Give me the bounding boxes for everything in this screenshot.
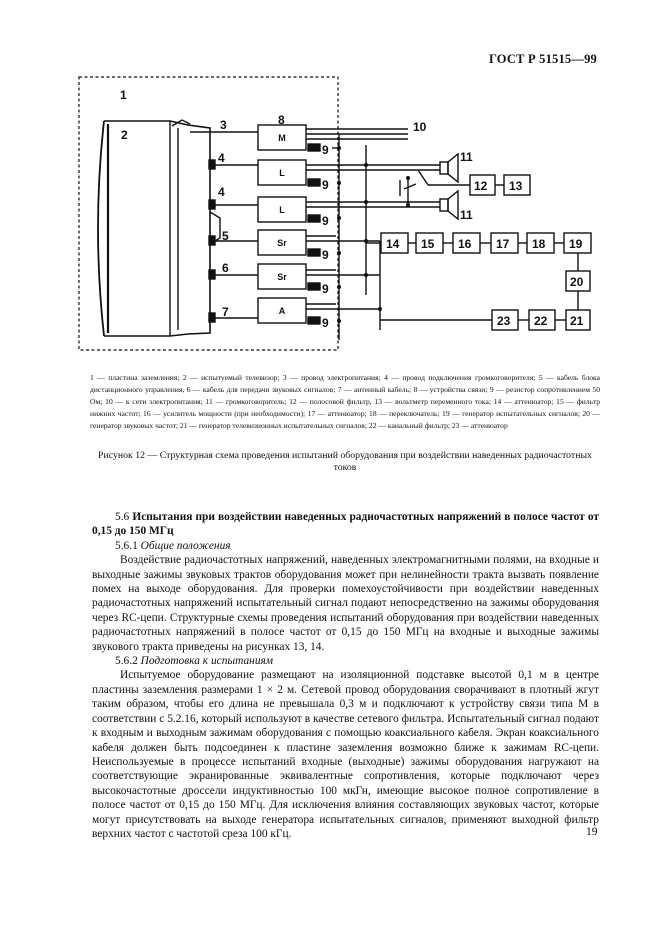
svg-text:4: 4 bbox=[218, 185, 225, 199]
svg-text:9: 9 bbox=[322, 282, 329, 296]
svg-text:23: 23 bbox=[497, 314, 511, 328]
speaker-11-bottom bbox=[440, 199, 448, 211]
resistor-9-d bbox=[308, 249, 320, 256]
svg-text:22: 22 bbox=[534, 314, 548, 328]
resistor-9-a bbox=[308, 144, 320, 151]
svg-text:19: 19 bbox=[569, 237, 583, 251]
svg-text:7: 7 bbox=[222, 305, 229, 319]
document-code: ГОСТ Р 51515—99 bbox=[488, 52, 597, 66]
svg-text:11: 11 bbox=[460, 208, 473, 222]
figure-legend: 1 — пластина заземления; 2 — испытуемый телевизор; 3 — провод электропитания; 4 — провод подключения громкоговорителя; 5 — кабель блока дистанционного управления, 6 — кабель для передачи звуковых сигналов; 7 — антенный кабель; 8 — устройства связи; 9 — резистор сопротивлением 50 Ом; 10 — к сети электропитания; 11 — громкоговоритель; 12 — полосовой фильтр, 13 — вольтметр переменного тока; 14 — аттенюатор; 15 — фильтр нижних частот; 16 — усилитель мощности (при необходимости); 17 — аттенюатор; 18 — переключатель; 19 — генератор испытательных сигналов; 20 — генератор звуковых частот; 21 — генератор телевизионных испытательных сигналов; 22 — канальный фильтр; 23 — аттенюатор bbox=[90, 373, 600, 430]
svg-text:21: 21 bbox=[570, 314, 584, 328]
page-number: 19 bbox=[586, 826, 598, 838]
subsection-1-text: Воздействие радиочастотных напряжений, наведенных электромагнитными полями, на входные и выходные зажимы звуковых трактов оборудования может при нелинейности тракта вызвать появление помех на выходе оборудования. Для проверки помехоустойчивости при воздействии наведенных радиочастотных напряжений испытательный сигнал подают непосредственно на зажимы оборудования через RC-цепи. Структурные схемы проведения испытаний оборудования при воздействии наведенных радиочастотных напряжений в полосе частот от 0,15 до 150 МГц на входные и выходные зажимы звукового тракта приведены на рисунках 13, 14. bbox=[92, 554, 599, 653]
svg-text:11: 11 bbox=[460, 150, 473, 164]
tv-screen bbox=[98, 121, 104, 336]
speaker-11-top bbox=[440, 162, 448, 174]
section-body bbox=[92, 510, 599, 841]
svg-text:1: 1 bbox=[120, 88, 127, 102]
tv-body bbox=[104, 121, 210, 336]
svg-text:9: 9 bbox=[322, 143, 329, 157]
ground-plate-outline bbox=[79, 77, 338, 350]
svg-text:L: L bbox=[279, 205, 285, 215]
svg-text:16: 16 bbox=[458, 237, 472, 251]
resistor-9-b bbox=[308, 179, 320, 186]
svg-text:6: 6 bbox=[222, 261, 229, 275]
svg-text:M: M bbox=[278, 133, 286, 143]
svg-text:Sr: Sr bbox=[277, 238, 287, 248]
resistor-9-c bbox=[308, 215, 320, 222]
subsection-2-heading: 5.6.2 Подготовка к испытаниям bbox=[115, 655, 274, 668]
svg-text:10: 10 bbox=[413, 120, 427, 134]
svg-text:13: 13 bbox=[509, 179, 523, 193]
figure-caption: Рисунок 12 — Структурная схема проведения испытаний оборудования при воздействии наведенных радиочастотных токов bbox=[98, 450, 592, 473]
svg-text:12: 12 bbox=[474, 179, 488, 193]
svg-text:9: 9 bbox=[322, 248, 329, 262]
section-heading: 5.6 Испытания при воздействии наведенных радиочастотных напряжений в полосе частот от 0,15 до 150 МГц bbox=[92, 511, 599, 538]
svg-text:A: A bbox=[278, 306, 286, 316]
svg-text:9: 9 bbox=[322, 214, 329, 228]
svg-text:9: 9 bbox=[322, 316, 329, 330]
svg-text:9: 9 bbox=[322, 178, 329, 192]
svg-text:Sr: Sr bbox=[277, 272, 287, 282]
subsection-2-text: Испытуемое оборудование размещают на изоляционной подставке высотой 0,1 м в центре пластины заземления размерами 1 × 2 м. Сетевой провод оборудования сворачивают в плотный жгут таким образом, чтобы его длина не превышала 0,3 м и подключают к устройству связи типа М в соответствии с 5.2.16, который используют в качестве сетевого фильтра. Испытательный сигнал подают к входным и выходным зажимам оборудования с помощью коаксиального кабеля. Экран коаксиального кабеля должен быть подсоединен к пластине заземления возможно ближе к зажимам RC-цепи. Неиспользуемые в процессе испытаний входные (выходные) зажимы оборудования нагружают на соответствующие экранированные эквивалентные сопротивления, которые подключают через высокочастотные дроссели индуктивностью 100 мкГн, имеющие высокое полное сопротивление в полосе частот от 0,15 до 150 МГц. Для исключения влияния составляющих звуковых частот, которые могут присутствовать на выходе генератора испытательных сигналов, применяют выходной фильтр верхних частот с частотой среза 100 кГц. bbox=[92, 669, 599, 840]
subsection-1-heading: 5.6.1 Общие положения bbox=[115, 539, 231, 552]
svg-text:8: 8 bbox=[278, 113, 285, 127]
svg-text:18: 18 bbox=[532, 237, 546, 251]
svg-text:4: 4 bbox=[218, 151, 225, 165]
svg-text:2: 2 bbox=[121, 128, 128, 142]
svg-text:3: 3 bbox=[220, 118, 227, 132]
resistor-9-e bbox=[308, 283, 320, 290]
resistor-9-f bbox=[308, 317, 320, 324]
svg-text:17: 17 bbox=[496, 237, 510, 251]
svg-text:L: L bbox=[279, 168, 285, 178]
svg-text:20: 20 bbox=[570, 275, 584, 289]
block-diagram bbox=[0, 0, 661, 365]
svg-text:14: 14 bbox=[386, 237, 400, 251]
svg-text:5: 5 bbox=[222, 229, 229, 243]
svg-text:15: 15 bbox=[421, 237, 435, 251]
